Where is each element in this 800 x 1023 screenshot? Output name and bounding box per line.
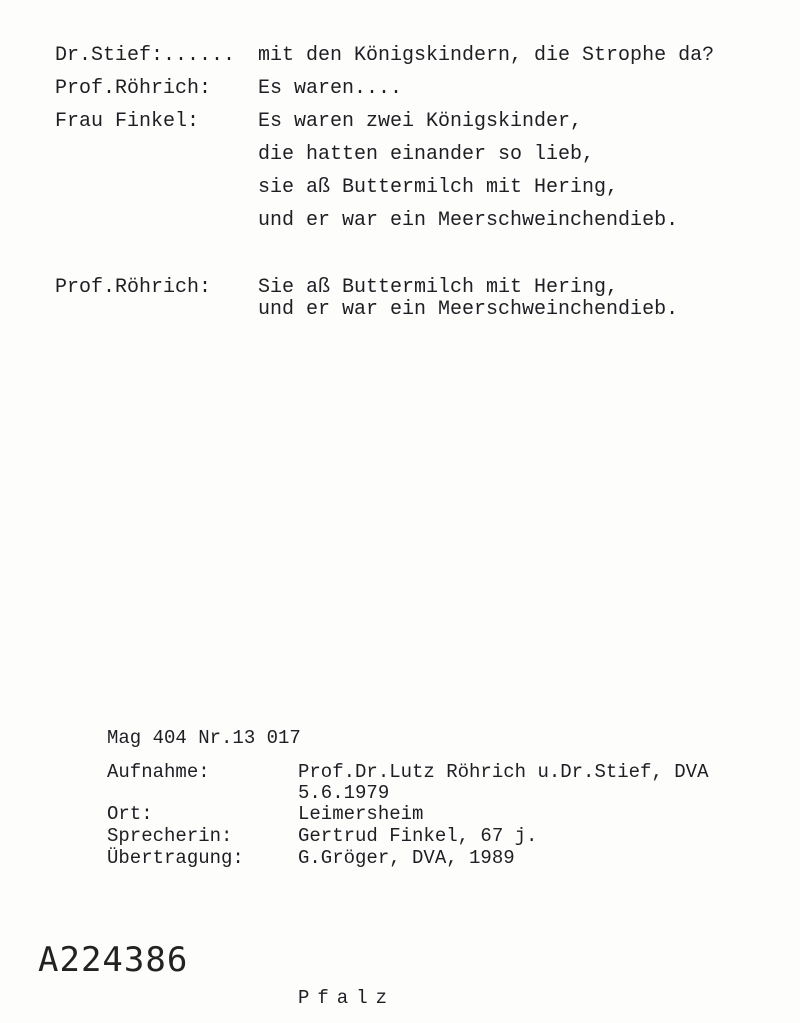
speaker-label: Frau Finkel: — [55, 110, 200, 133]
region-label: Pfalz — [298, 987, 396, 1009]
recording-value: Prof.Dr.Lutz Röhrich u.Dr.Stief, DVA — [298, 761, 709, 783]
dialogue-line: und er war ein Meerschweinchendieb. — [258, 298, 679, 321]
dialogue-line: Es waren zwei Königskinder, — [258, 110, 583, 133]
place-label: Ort: — [107, 803, 153, 825]
dialogue-line: sie aß Buttermilch mit Hering, — [258, 176, 619, 199]
dialogue-line: und er war ein Meerschweinchendieb. — [258, 209, 679, 232]
speaker-info-value: Gertrud Finkel, 67 j. — [298, 825, 538, 847]
transcription-value: G.Gröger, DVA, 1989 — [298, 847, 515, 869]
dialogue-line: die hatten einander so lieb, — [258, 143, 595, 166]
transcription-label: Übertragung: — [107, 847, 244, 869]
speaker-info-label: Sprecherin: — [107, 825, 233, 847]
recording-date: 5.6.1979 — [298, 782, 390, 804]
place-value: Leimersheim — [298, 803, 424, 825]
recording-label: Aufnahme: — [107, 761, 210, 783]
speaker-label: Prof.Röhrich: — [55, 276, 212, 299]
dialogue-line: Es waren.... — [258, 77, 403, 100]
dialogue-line: Sie aß Buttermilch mit Hering, — [258, 276, 619, 299]
archive-reference: Mag 404 Nr.13 017 — [107, 727, 301, 749]
speaker-label: Dr.Stief:...... — [55, 44, 236, 67]
speaker-label: Prof.Röhrich: — [55, 77, 212, 100]
dialogue-line: mit den Königskindern, die Strophe da? — [258, 44, 715, 67]
archive-number: A224386 — [38, 940, 189, 980]
